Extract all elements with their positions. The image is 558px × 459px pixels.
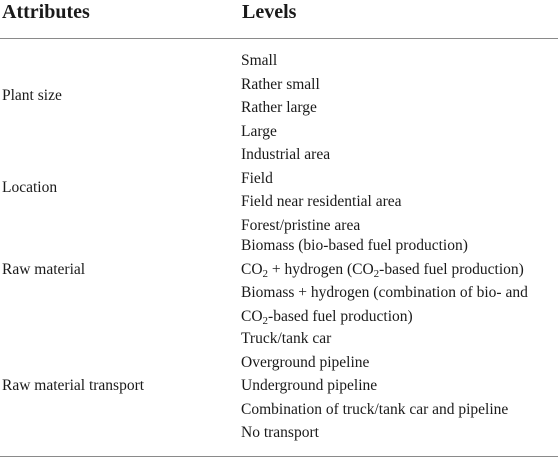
attribute-cell: Plant size	[2, 87, 62, 104]
table-row	[0, 327, 558, 447]
level-item: Biomass + hydrogen (combination of bio- and $CO_2$-based fuel production)	[241, 284, 528, 327]
level-item: Small	[241, 52, 278, 69]
level-item: Forest/pristine area	[241, 216, 361, 234]
attribute-cell: Raw material	[2, 261, 86, 278]
table-header	[0, 0, 558, 39]
level-item: No transport	[241, 424, 319, 441]
level-item: Rather large	[241, 99, 317, 116]
level-item: Large	[241, 122, 277, 140]
table-row	[0, 234, 558, 328]
level-item: Truck/tank car	[241, 330, 332, 347]
level-item: Field near residential area	[241, 193, 402, 210]
header-attributes: Attributes	[2, 1, 90, 23]
levels-cell	[241, 143, 558, 237]
attribute-cell: Location	[2, 179, 58, 196]
level-item: Underground pipeline	[241, 377, 378, 394]
level-item: Combination of truck/tank car and pipeline	[241, 400, 509, 418]
level-item: $CO_2$ + hydrogen ($CO_2$-based fuel production)	[241, 260, 524, 280]
table-row	[0, 143, 558, 237]
table-row	[0, 49, 558, 143]
table-bottom-rule	[0, 456, 558, 457]
levels-cell	[241, 234, 558, 328]
level-item: Biomass (bio-based fuel production)	[241, 237, 468, 254]
attribute-cell: Raw material transport	[2, 377, 145, 394]
header-levels: Levels	[242, 1, 297, 23]
level-item: Industrial area	[241, 146, 331, 163]
level-item: Overground pipeline	[241, 353, 370, 371]
level-item: Field	[241, 169, 273, 187]
levels-cell	[241, 49, 558, 143]
level-item: Rather small	[241, 75, 320, 93]
levels-cell	[241, 327, 558, 445]
